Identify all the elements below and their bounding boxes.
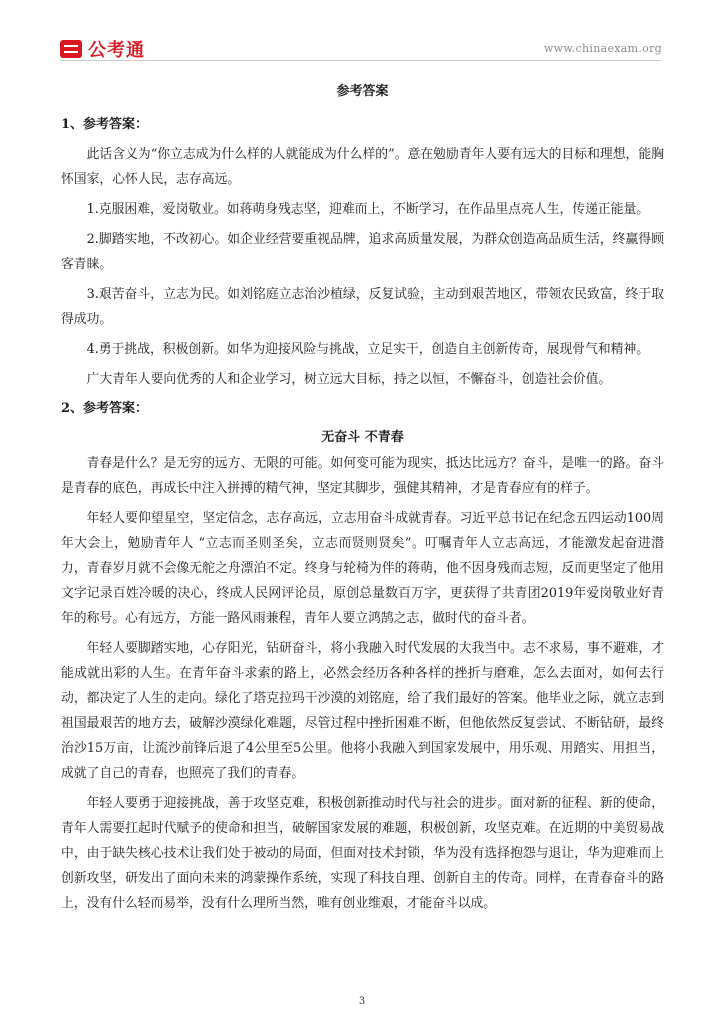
logo-text: 公考通 <box>88 40 145 61</box>
brand-logo[interactable] <box>60 36 145 62</box>
essay-title: 无奋斗 不青春 <box>321 430 404 445</box>
q2-paragraph: 年轻人要脚踏实地，心存阳光，钻研奋斗，将小我融入时代发展的大我当中。志不求易，事不避难，才能成就出彩的人生。在青年奋斗求索的路上，必然会经历各种各样的挫折与磨难，怎么去面对，如何去行动，都决定了人生的走向。绿化了塔克拉玛干沙漠的刘铭庭，给了我们最好的答案。他毕业之际，就立志到祖国最艰苦的地方去，破解沙漠绿化难题，尽管过程中挫折困难不断，但他依然反复尝试、不断钻研，最终治沙15万亩，让流沙前锋后退了4公里至5公里。他将小我融入到国家发展中，用乐观、用踏实、用担当，成就了自己的青春，也照亮了我们的青春。 <box>61 641 664 781</box>
q2-paragraph: 年轻人要仰望星空，坚定信念，志存高远，立志用奋斗成就青春。习近平总书记在纪念五四运动100周年大会上，勉励青年人 “立志而圣则圣矣，立志而贤则贤矣”。叮嘱青年人立志高远，才能激发起奋进潜力，青春岁月就不会像无舵之舟漂泊不定。终身与轮椅为伴的蒋萌，他不因身残而志短，反而更坚定了他用文字记录百姓冷暖的决心，终成人民网评论员，原创总量数百万字，更获得了共青团2019年爱岗敬业好青年的称号。心有远方，方能一路风雨兼程，青年人要立鸿鹄之志，做时代的奋斗者。 <box>61 511 664 626</box>
document-body <box>61 76 664 921</box>
page-header <box>60 36 662 61</box>
q1-paragraph: 1.克服困难，爱岗敬业。如蒋萌身残志坚，迎难而上，不断学习，在作品里点亮人生，传递正能量。 <box>86 202 650 217</box>
q2-heading: 2、参考答案： <box>61 401 149 416</box>
header-divider <box>60 60 662 61</box>
q1-paragraph: 4.勇于挑战，积极创新。如华为迎接风险与挑战，立足实干，创造自主创新传奇，展现骨气和精神。 <box>86 342 650 357</box>
q1-heading: 1、参考答案： <box>61 117 149 132</box>
q2-paragraph: 年轻人要勇于迎接挑战，善于攻坚克难，积极创新推动时代与社会的进步。面对新的征程、新的使命，青年人需要扛起时代赋予的使命和担当，破解国家发展的难题，积极创新，攻坚克难。在近期的中美贸易战中，由于缺失核心技术让我们处于被动的局面，但面对技术封锁，华为没有选择抱怨与退让，华为迎难而上创新攻坚，研发出了面向未来的鸿蒙操作系统，实现了科技自理、创新自主的传奇。同样，在青春奋斗的路上，没有什么轻而易举，没有什么理所当然，唯有创业维艰，才能奋斗以成。 <box>61 796 664 911</box>
logo-badge-icon <box>60 40 82 58</box>
page-number: 3 <box>358 996 366 1007</box>
q1-paragraph: 2.脚踏实地，不改初心。如企业经营要重视品牌，追求高质量发展，为群众创造高品质生活，终赢得顾客青睐。 <box>61 232 664 272</box>
site-url[interactable]: www.chinaexam.org <box>543 42 662 55</box>
q1-paragraph: 3.艰苦奋斗，立志为民。如刘铭庭立志治沙植绿，反复试验，主动到艰苦地区，带领农民致富，终于取得成功。 <box>61 287 664 327</box>
q2-paragraph: 青春是什么？是无穷的远方、无限的可能。如何变可能为现实，抵达比远方？奋斗，是唯一的路。奋斗是青春的底色，再成长中注入拼搏的精气神，坚定其脚步，强健其精神，才是青春应有的样子。 <box>61 456 664 496</box>
q1-paragraph: 广大青年人要向优秀的人和企业学习，树立远大目标，持之以恒，不懈奋斗，创造社会价值。 <box>86 372 612 387</box>
q1-paragraph: 此话含义为“你立志成为什么样的人就能成为什么样的”。意在勉励青年人要有远大的目标和理想，能胸怀国家，心怀人民，志存高远。 <box>61 147 664 187</box>
page-title: 参考答案 <box>336 84 389 99</box>
